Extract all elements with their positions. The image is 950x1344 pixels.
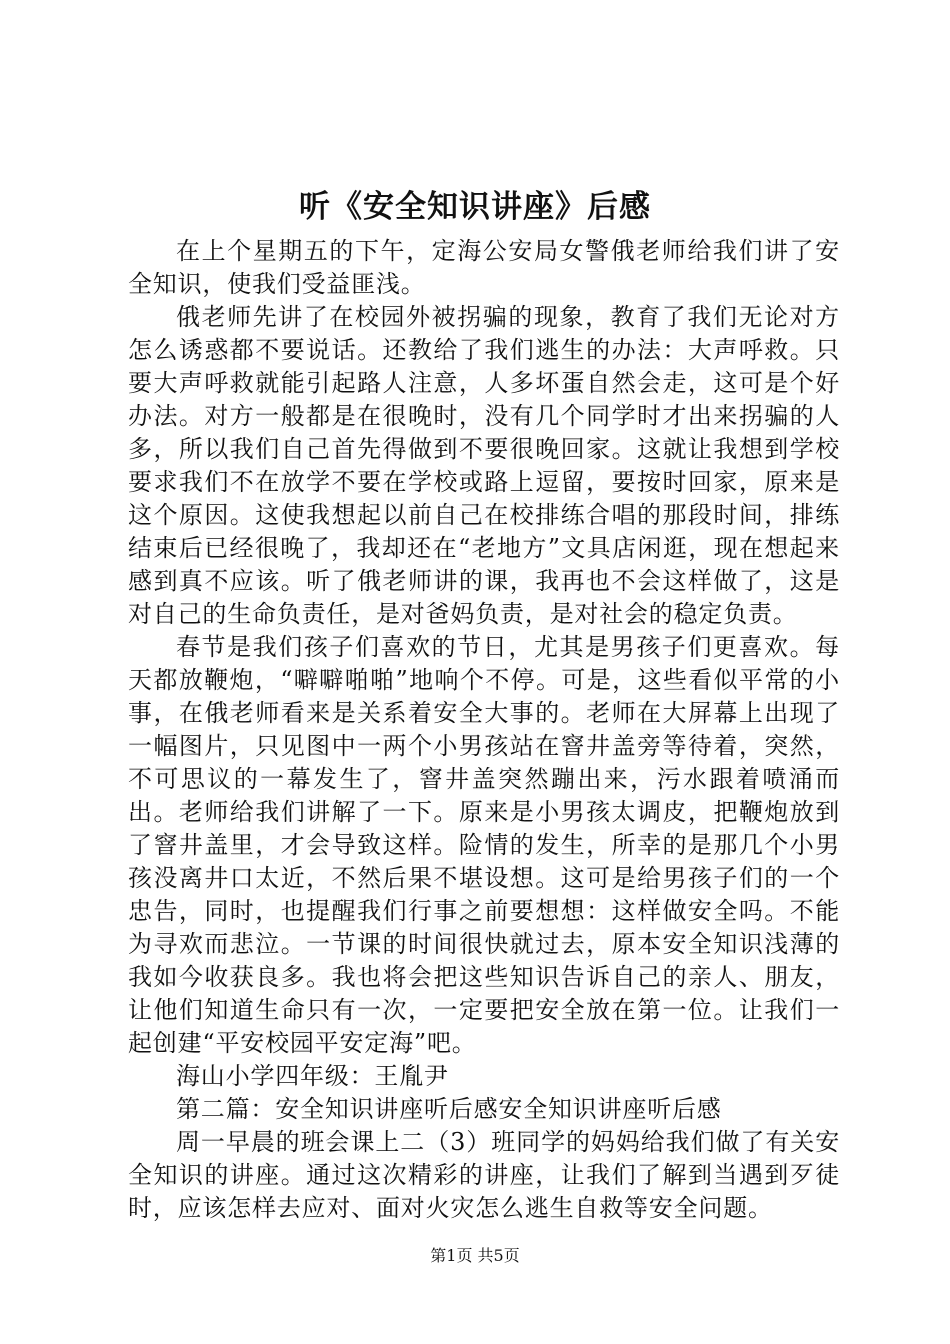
paragraph: 在上个星期五的下午，定海公安局女警俄老师给我们讲了安全知识，使我们受益匪浅。 [128,237,840,298]
author-line: 海山小学四年级：王胤尹 [176,1062,449,1090]
paragraph: 周一早晨的班会课上二（3）班同学的妈妈给我们做了有关安全知识的讲座。通过这次精彩的讲座，让我们了解到当遇到歹徒时，应该怎样去应对、面对火灾怎么逃生自救等安全问题。 [128,1128,840,1222]
paragraph: 春节是我们孩子们喜欢的节日，尤其是男孩子们更喜欢。每天都放鞭炮，“噼噼啪啪”地响个不停。可是，这些看似平常的小事，在俄老师看来是关系着安全大事的。老师在大屏幕上出现了一幅图片，只见图中一两个小男孩站在窨井盖旁等待着，突然，不可思议的一幕发生了，窨井盖突然蹦出来，污水跟着喷涌而出。老师给我们讲解了一下。原来是小男孩太调皮，把鞭炮放到了窨井盖里，才会导致这样。险情的发生，所幸的是那几个小男孩没离井口太近，不然后果不堪设想。这可是给男孩子们的一个忠告，同时，也提醒我们行事之前要想想：这样做安全吗。不能为寻欢而悲泣。一节课的时间很快就过去，原本安全知识浅薄的我如今收获良多。我也将会把这些知识告诉自己的亲人、朋友，让他们知道生命只有一次，一定要把安全放在第一位。让我们一起创建“平安校园平安定海”吧。 [128,633,840,1057]
document-title: 听《安全知识讲座》后感 [299,189,651,225]
section-heading: 第二篇：安全知识讲座听后感安全知识讲座听后感 [176,1095,722,1123]
document-body [128,235,840,1225]
paragraph: 俄老师先讲了在校园外被拐骗的现象，教育了我们无论对方怎么诱惑都不要说话。还教给了我们逃生的办法：大声呼救。只要大声呼救就能引起路人注意，人多坏蛋自然会走，这可是个好办法。对方一般都是在很晚时，没有几个同学时才出来拐骗的人多，所以我们自己首先得做到不要很晚回家。这就让我想到学校要求我们不在放学不要在学校或路上逗留，要按时回家，原来是这个原因。这使我想起以前自己在校排练合唱的那段时间，排练结束后已经很晚了，我却还在“老地方”文具店闲逛，现在想起来感到真不应该。听了俄老师讲的课，我再也不会这样做了，这是对自己的生命负责任，是对爸妈负责，是对社会的稳定负责。 [128,303,840,628]
page-number-footer: 第1页 共5页 [430,1246,520,1265]
